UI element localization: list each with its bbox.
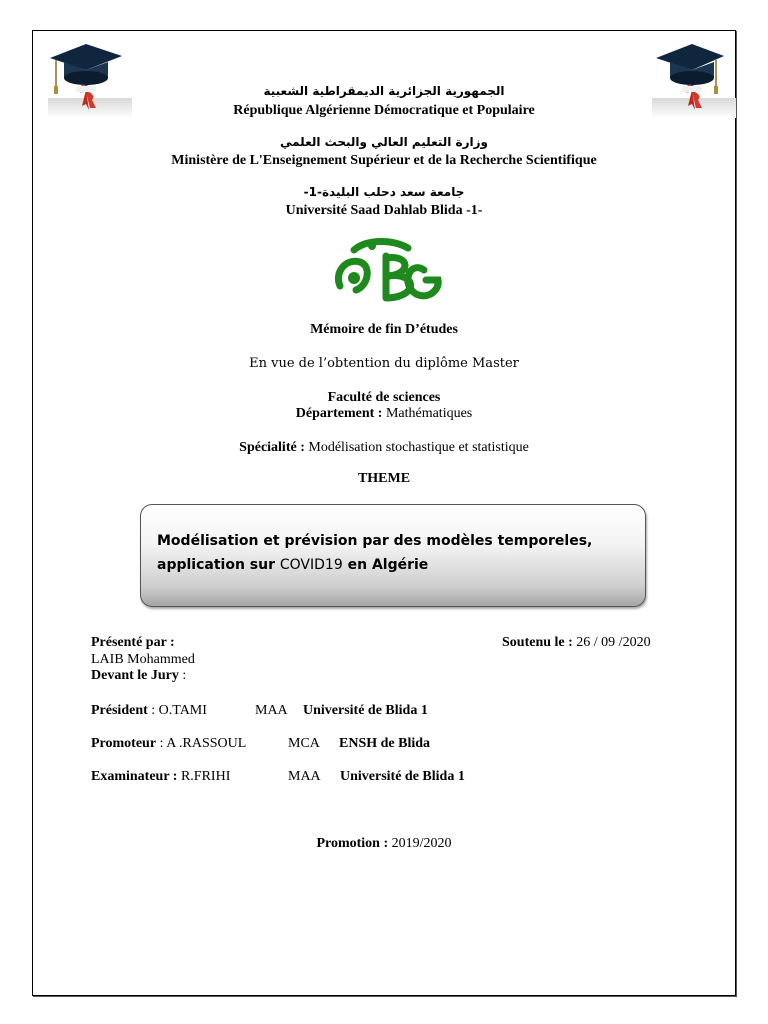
defended-label: Soutenu le : [502, 635, 573, 650]
republic-title: République Algérienne Démocratique et Populaire [233, 103, 535, 118]
jury-institution: Université de Blida 1 [340, 769, 465, 784]
theme-line-2-prefix: application sur [157, 557, 280, 573]
department-label: Département : [295, 406, 383, 421]
jury-institution: ENSH de Blida [339, 736, 431, 751]
jury-institution: Université de Blida 1 [303, 703, 428, 718]
jury-line [91, 668, 186, 684]
jury-name: A .RASSOUL [166, 736, 247, 751]
theme-line-2-covid: COVID19 [279, 557, 343, 573]
university-title: Université Saad Dahlab Blida -1- [285, 203, 483, 218]
jury-grade: MAA [288, 769, 321, 784]
promotion-label: Promotion : [316, 836, 389, 851]
arabic-republic-title: الجمهورية الجزائرية الديمقراطية الشعبية [263, 84, 505, 98]
jury-sep: : [156, 736, 167, 751]
jury-label: Devant le Jury [91, 668, 179, 683]
jury-role: Examinateur : [91, 769, 178, 784]
defended-line [502, 635, 651, 651]
theme-line-2 [157, 557, 428, 573]
jury-role: Promoteur [91, 736, 157, 751]
memoire-title: Mémoire de fin D’études [310, 322, 458, 337]
jury-row-examinateur [91, 769, 230, 785]
theme-line-2-suffix: en Algérie [342, 557, 429, 573]
specialty-line [32, 440, 736, 456]
jury-grade: MAA [255, 703, 288, 718]
ministry-title: Ministère de L'Enseignement Supérieur et de la Recherche Scientifique [171, 153, 597, 168]
faculty-name: Faculté de sciences [327, 390, 441, 405]
jury-row-promoteur [91, 736, 246, 752]
jury-role: Président [91, 703, 148, 718]
jury-colon: : [178, 668, 187, 683]
jury-row-president [91, 703, 207, 719]
jury-sep: : [147, 703, 159, 718]
department-line [32, 406, 736, 422]
defended-date: 26 / 09 /2020 [572, 635, 651, 650]
department-value: Mathématiques [382, 406, 473, 421]
promotion-line [32, 836, 736, 852]
theme-line-1: Modélisation et prévision par des modèles temporeles, [157, 533, 593, 549]
theme-box [140, 504, 646, 607]
specialty-label: Spécialité : [239, 440, 305, 455]
diploma-text: En vue de l’obtention du diplôme Master [249, 356, 519, 371]
jury-name: O.TAMI [158, 703, 207, 718]
jury-name: R.FRIHI [180, 769, 231, 784]
specialty-value: Modélisation stochastique et statistique [304, 440, 529, 455]
jury-grade: MCA [288, 736, 320, 751]
author-name: LAIB Mohammed [91, 652, 195, 667]
presented-label: Présenté par : [91, 635, 175, 650]
arabic-ministry-title: وزارة التعليم العالي والبحث العلمي [279, 135, 489, 149]
university-logo [328, 236, 448, 306]
arabic-university-title: جامعة سعد دحلب البليدة-1- [303, 185, 465, 199]
theme-heading: THEME [357, 471, 411, 486]
promotion-value: 2019/2020 [388, 836, 452, 851]
